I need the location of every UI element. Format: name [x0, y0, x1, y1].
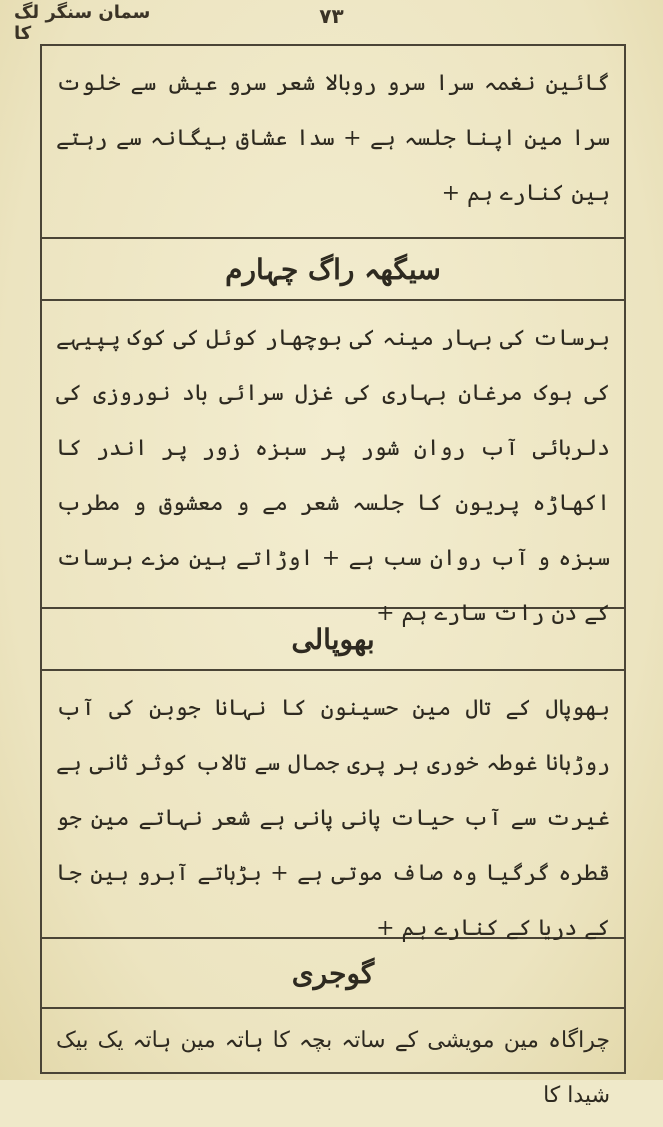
paragraph-block-2 [42, 301, 624, 626]
heading-block-3 [42, 939, 624, 1009]
paragraph-block-4 [42, 1009, 624, 1108]
section-heading: بھوپالی [291, 623, 375, 656]
section-heading: سیگھہ راگ چہارم [225, 253, 441, 286]
paragraph-block-3 [42, 671, 624, 939]
paragraph-text: برسات کی بہار مینہ کی بوچھار کوئل کی کوک پپیہے کی ہوک مرغان بہاری کی غزل سرائی باد نوروزی کی دلربائی آب روان شور پر سبزہ زور پر اندر کا اکھاڑہ پریون کا جلسہ شعر مے و معشوق و مطرب سبزہ و آب روان سب ہے + اوڑاتے ہین مزے برسات کے دن رات سارے ہم + [56, 326, 610, 626]
text-frame [40, 44, 626, 1108]
paragraph-text: گائین نغمہ سرا سرو روبالا شعر سرو عیش سے خلوت سرا مین اپنا جلسہ ہے + سدا عشاق بیگانہ سے رہتے ہین کنارے ہم + [56, 71, 610, 206]
section-heading: گوجری [291, 957, 375, 990]
paragraph-text: چراگاہ مین مویشی کے ساتہ بچہ کا ہاتہ مین ہاتہ یک بیک شیدا کا [56, 1028, 610, 1108]
paragraph-text: بھوپال کے تال مین حسینون کا نہانا جوبن کی آب روڑہانا غوطہ خوری ہر پری جمال سے تالاب کوثر ثانی ہے غیرت سے آب حیات پانی پانی ہے شعر نہاتے مین جو قطرہ گرگیا وہ صاف موتی ہے + بڑہاتے آبرو ہین جا کے دریا کے کنارے ہم + [56, 696, 610, 941]
running-head: سمان سنگر لگ کا [14, 2, 151, 44]
heading-block-2 [42, 609, 624, 671]
paragraph-block-1 [42, 46, 624, 239]
page-number: ٧٣ [319, 4, 344, 28]
heading-block-1 [42, 239, 624, 301]
